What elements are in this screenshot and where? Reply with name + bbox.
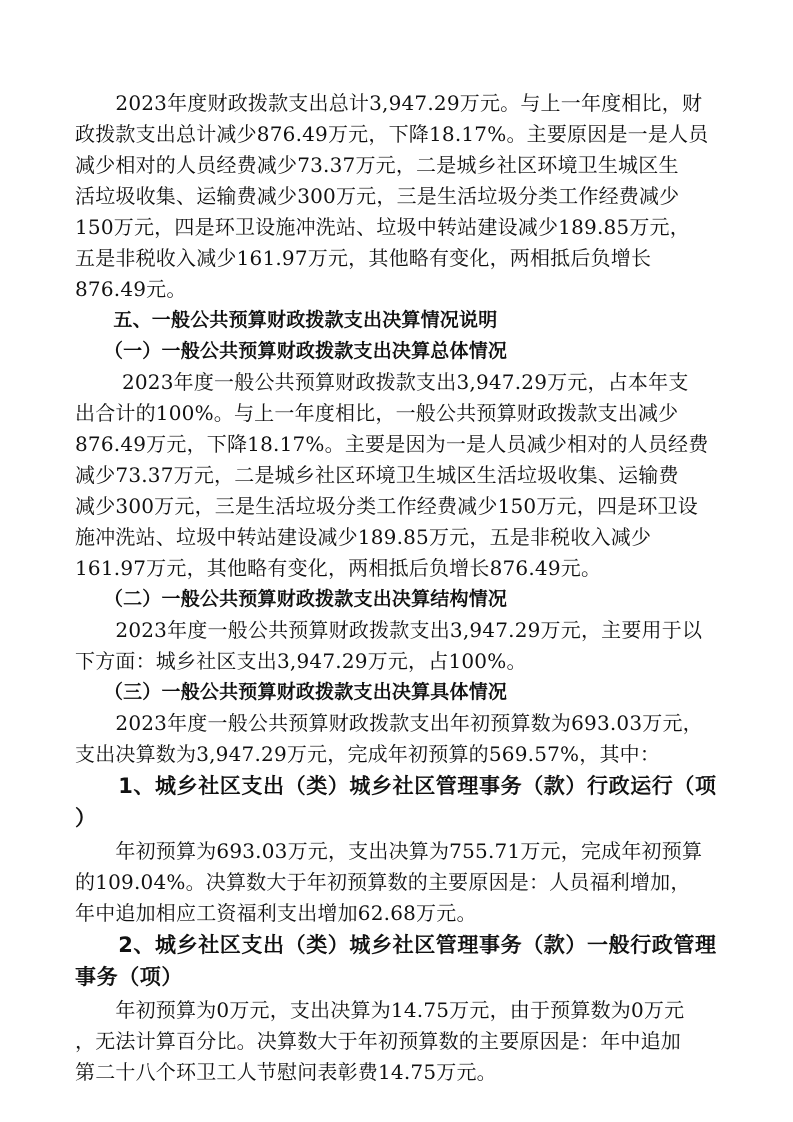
body-text-line: 活垃圾收集、运输费减少300万元，三是生活垃圾分类工作经费减少 (75, 184, 680, 208)
body-text-line: 下方面：城乡社区支出3,947.29万元，占100%。 (75, 649, 527, 673)
item-heading: ） (75, 806, 97, 830)
body-text-line: 161.97万元，其他略有变化，两相抵后负增长876.49元。 (75, 556, 602, 580)
body-text-line: 的109.04%。决算数大于年初预算数的主要原因是：人员福利增加， (75, 870, 691, 894)
item-heading: 事务（项） (75, 965, 183, 989)
body-text-line: 年初预算为0万元，支出决算为14.75万元，由于预算数为0万元 (75, 998, 685, 1022)
body-text-line: 2023年度财政拨款支出总计3,947.29万元。与上一年度相比，财 (75, 91, 703, 115)
body-text-line: 2023年度一般公共预算财政拨款支出3,947.29万元，占本年支 (75, 370, 689, 394)
item-heading: 2、城乡社区支出（类）城乡社区管理事务（款）一般行政管理 (75, 933, 717, 957)
body-text-line: 减少300万元，三是生活垃圾分类工作经费减少150万元，四是环卫设 (75, 494, 698, 518)
body-text-line: 五是非税收入减少161.97万元，其他略有变化，两相抵后负增长 (75, 246, 652, 270)
body-text-line: 150万元，四是环卫设施冲洗站、垃圾中转站建设减少189.85万元， (75, 215, 690, 239)
body-text-line: 年中追加相应工资福利支出增加62.68万元。 (75, 901, 477, 925)
section-heading: 五、一般公共预算财政拨款支出决算情况说明 (75, 309, 498, 331)
body-text-line: 支出决算数为3,947.29万元，完成年初预算的569.57%，其中： (75, 742, 661, 766)
body-text-line: 减少相对的人员经费减少73.37万元，二是城乡社区环境卫生城区生 (75, 153, 679, 177)
body-text-line: 2023年度一般公共预算财政拨款支出年初预算数为693.03万元， (75, 711, 703, 735)
subsection-heading: （二）一般公共预算财政拨款支出决算结构情况 (75, 588, 508, 610)
body-text-line: 年初预算为693.03万元，支出决算为755.71万元，完成年初预算 (75, 839, 703, 863)
subsection-heading: （三）一般公共预算财政拨款支出决算具体情况 (75, 681, 508, 703)
body-text-line: 2023年度一般公共预算财政拨款支出3,947.29万元，主要用于以 (75, 618, 703, 642)
body-text-line: 出合计的100%。与上一年度相比，一般公共预算财政拨款支出减少 (75, 401, 679, 425)
body-text-line: 876.49万元，下降18.17%。主要是因为一是人员减少相对的人员经费 (75, 432, 709, 456)
body-text-line: ，无法计算百分比。决算数大于年初预算数的主要原因是：年中追加 (75, 1029, 681, 1053)
body-text-line: 876.49元。 (75, 277, 187, 301)
item-heading: 1、城乡社区支出（类）城乡社区管理事务（款）行政运行（项 (75, 774, 717, 798)
body-text-line: 第二十八个环卫工人节慰问表彰费14.75万元。 (75, 1060, 497, 1084)
body-text-line: 减少73.37万元，二是城乡社区环境卫生城区生活垃圾收集、运输费 (75, 463, 679, 487)
body-text-line: 施冲洗站、垃圾中转站建设减少189.85万元，五是非税收入减少 (75, 525, 652, 549)
body-text-line: 政拨款支出总计减少876.49万元，下降18.17%。主要原因是一是人员 (75, 122, 709, 146)
subsection-heading: （一）一般公共预算财政拨款支出决算总体情况 (75, 340, 508, 362)
